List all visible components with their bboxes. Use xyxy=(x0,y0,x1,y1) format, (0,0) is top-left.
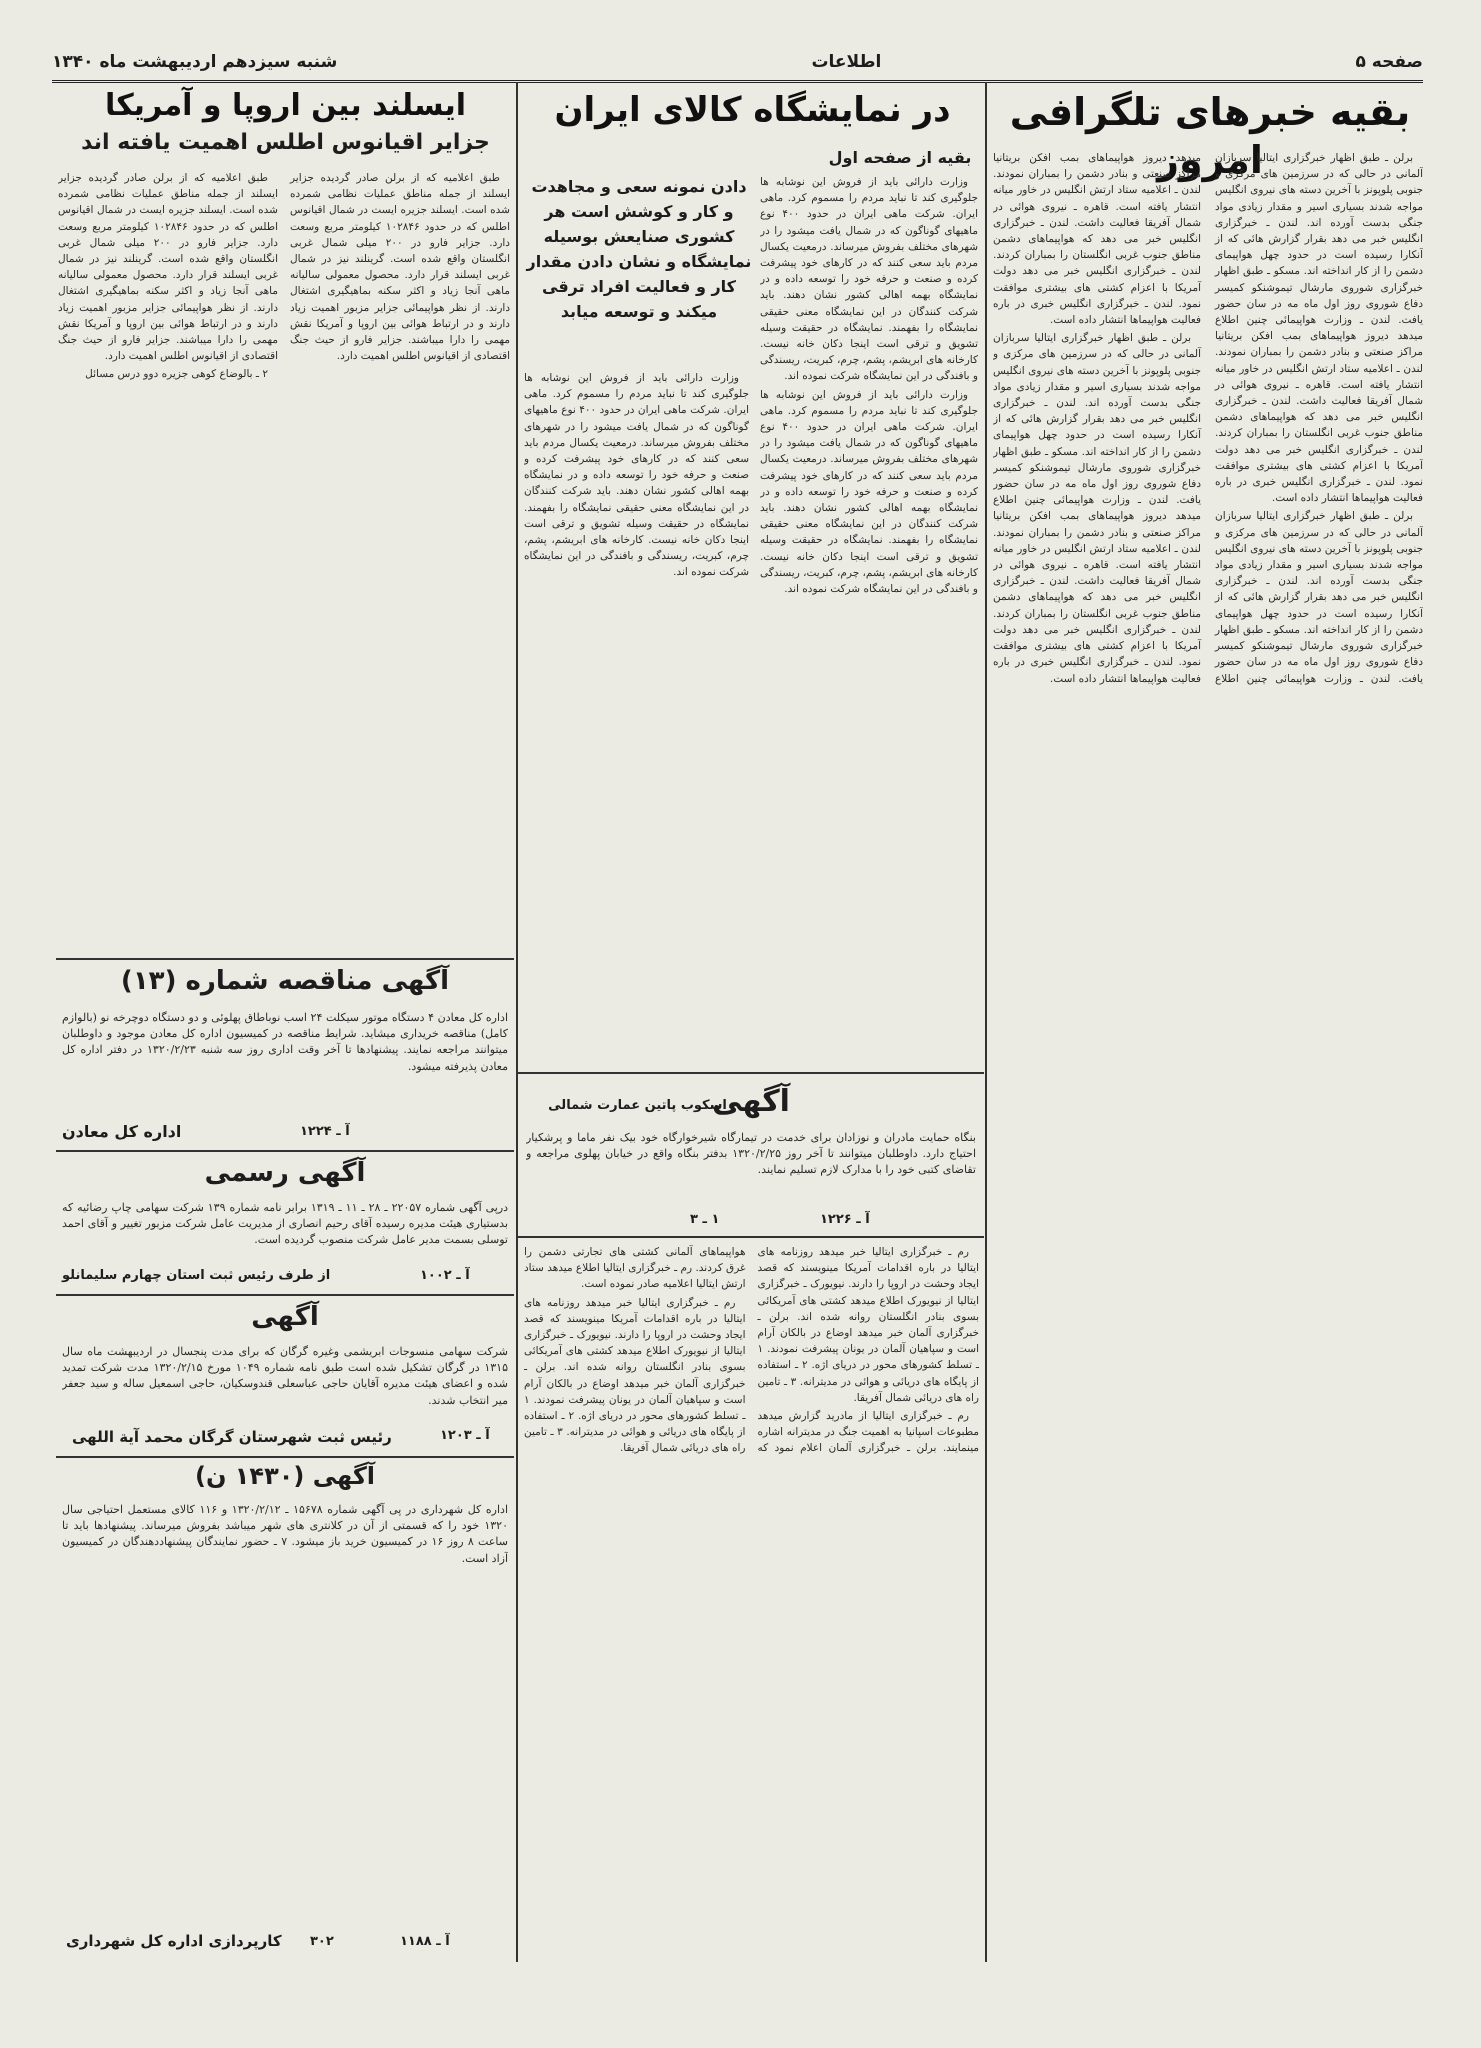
official-ad-signature: از طرف رئیس ثبت استان چهارم سلیمانلو xyxy=(62,1268,331,1283)
middle-headline: در نمایشگاه کالای ایران xyxy=(554,90,951,130)
gorgan-ad-signature: رئیس ثبت شهرستان گرگان محمد آیة اللهی xyxy=(72,1428,392,1446)
page-number: صفحه ۵ xyxy=(1355,52,1423,72)
middle-signature: اسکوب پاتین عمارت شمالی xyxy=(548,1098,727,1113)
right-column-body xyxy=(993,150,1423,2030)
municipal-ad-title: آگهی (۱۴۳۰ ن) xyxy=(194,1462,376,1490)
center-ad-ref: آ ـ ۱۲۲۶ xyxy=(820,1212,870,1227)
middle-lower-text: رم ـ خبرگزاری ایتالیا خبر میدهد روزنامه های ایتالیا در باره اقدامات آمریکا مینویسند که قصد ایجاد وحشت در اروپا را دارند. نیویورک ـ خبرگزاری ایتالیا از نیویورک اطلاع میدهد کشتی های آمریکائی بسوی بنادر انگلستان روانه شده اند. برلن ـ خبرگزاری آلمان خبر میدهد اوضاع در بالکان آرام است و سپاهیان آلمان در یونان پیشرفت نمودند. ۱ ـ تسلط کشورهای محور در دریای اژه. ۲ ـ استفاده از پایگاه های دریائی و هوائی در مدیترانه. ۳ ـ تامین راه های دریائی شمال آفریقا. xyxy=(757,1246,979,1404)
center-ad-ref2: ۱ ـ ۳ xyxy=(690,1212,720,1227)
gorgan-ad-body: شرکت سهامی منسوجات ابریشمی وغیره گرگان که برای مدت پنجسال در اردیبهشت ماه سال ۱۳۱۵ در گرگان تشکیل شده است طبق نامه شماره ۱۰۴۹ مورخ ۱۳۲۰/۲/۱۵ مدت شرکت تمدید شده و اعضای هیئت مدیره آقایان حاجی عباسعلی قندوسکیان، حاجی اسمعیل ساله و سید جعفر میر انتخاب شدند. xyxy=(62,1345,508,1407)
gorgan-ad-ref: آ ـ ۱۲۰۳ xyxy=(440,1428,490,1443)
official-ad-title: آگهی رسمی xyxy=(204,1158,366,1188)
middle-body-text: وزارت دارائی باید از فروش این نوشابه ها جلوگیری کند تا نباید مردم را مسموم کرد. ماهی ایران. شرکت ماهی ایران در حدود ۴۰۰ نوع ماهیهای گوناگون که در شمال یافت میشود را در شهرهای مختلف بفروش میرساند. درمعیت یکسال مردم باید سعی کنند که در کارهای خود پیشرفت کرده و صنعت و حرفه خود را توسعه داده و در نمایشگاه بهمه اهالی کشور نشان دهند. باید شرکت کنندگان در این نمایشگاه معنی حقیقی نمایشگاه را بفهمند. نمایشگاه در حقیقت وسیله تشویق و ترقی است اینجا دکان خانه نیست. کارخانه های ابریشم، پشم، چرم، کبریت، ریسندگی و بافندگی در این نمایشگاه شرکت نموده اند. xyxy=(760,176,978,383)
ad-divider xyxy=(56,1150,514,1152)
municipal-ad-body: اداره کل شهرداری در پی آگهی شماره ۱۵۶۷۸ ـ ۱۳۲۰/۲/۱۲ و ۱۱۶ کالای مستعمل احتیاجی سال ۱۳۲۰ خود را که قسمتی از آن در کلانتری های شهر میباشد بفروش میرساند. پیشنهادها باید تا ساعت ۸ روز ۱۶ در کمیسیون خرید باز میشود. ۷ ـ حضور نمایندگان پیشنهاددهندگان در کمیسیون آزاد است. xyxy=(62,1503,508,1565)
left-subhead: جزایر اقیانوس اطلس اهمیت یافته اند xyxy=(81,130,490,155)
page-header xyxy=(52,44,1423,83)
middle-lower-text-2: رم ـ خبرگزاری ایتالیا از مادرید گزارش میدهد مطبوعات اسپانیا به اهمیت جنگ در مدیترانه اشاره مینمایند. برلن ـ خبرگزاری آلمان اعلام نمود که هواپیماهای آلمانی کشتی های تجارتی دشمن را غرق کردند. رم ـ خبرگزاری ایتالیا اطلاع میدهد ستاد ارتش ایتالیا اعلامیه صادر نموده است. xyxy=(524,1246,979,1455)
tender-ad-body: اداره کل معادن ۴ دستگاه موتور سیکلت ۲۴ اسب نوباطاق پهلوئی و دو دستگاه دوچرخه نو (بالوازم کامل) مناقصه خریداری میشاید. شرایط مناقصه در کمیسیون اداره کل معادن موجود و داوطلبان میتوانند مراجعه نمایند. پیشنهادها تا آخر وقت اداری روز سه شنبه ۱۳۲۰/۲/۲۳ در دفتر اداره کل معادن پذیرفته میشود. xyxy=(62,1011,508,1073)
tender-ad-title: آگهی مناقصه شماره (۱۳) xyxy=(120,966,450,996)
middle-body-text-cont: وزارت دارائی باید از فروش این نوشابه ها جلوگیری کند تا نباید مردم را مسموم کرد. ماهی ایران. شرکت ماهی ایران در حدود ۴۰۰ نوع ماهیهای گوناگون که در شمال یافت میشود را در شهرهای مختلف بفروش میرساند. درمعیت یکسال مردم باید سعی کنند که در کارهای خود پیشرفت کرده و صنعت و حرفه خود را توسعه داده و در نمایشگاه بهمه اهالی کشور نشان دهند. باید شرکت کنندگان در این نمایشگاه معنی حقیقی نمایشگاه را بفهمند. نمایشگاه در حقیقت وسیله تشویق و ترقی است اینجا دکان خانه نیست. کارخانه های ابریشم، پشم، چرم، کبریت، ریسندگی و بافندگی در این نمایشگاه شرکت نموده اند. xyxy=(760,388,978,596)
left-body-tail: ۲ ـ بالوضاع کوهی جزیره دوو درس مسائل xyxy=(85,368,268,381)
ad-divider xyxy=(518,1236,984,1238)
middle-lower-body xyxy=(524,1244,979,2004)
newspaper-name: اطلاعات xyxy=(811,52,882,72)
column-divider xyxy=(516,82,518,1962)
municipal-ad-ref2: ۳۰۲ xyxy=(310,1934,334,1949)
left-headline: ایسلند بین اروپا و آمریکا xyxy=(104,88,467,123)
middle-body-right xyxy=(760,174,978,1174)
ad-divider xyxy=(56,1294,514,1296)
left-body-text-cont: طبق اعلامیه که از برلن صادر گردیده جزایر ایسلند از جمله مناطق عملیات نظامی شمرده شده است. ایسلند جزیره ایست در شمال اقیانوس اطلس که در حدود ۱۰۲۸۴۶ کیلومتر مربع وسعت دارد. جزایر فارو در ۲۰۰ میلی شمال غربی انگلستان واقع شده است. گرینلند نیز در شمال غربی ایسلند قرار دارد. محصول معمولی سالیانه ماهی آنجا زیاد و اکثر سکنه بماهیگیری اشتغال دارند. از نظر هواپیمائی جزایر مزبور اهمیت زیاد دارند و در ارتباط هوائی بین اروپا و آمریکا نقش مهمی را دارا میباشند. جزایر فارو از حیث جنگ اقتصادی از اقیانوس اطلس اهمیت دارد. xyxy=(58,172,278,363)
gorgan-ad-title: آگهی xyxy=(251,1302,319,1332)
official-ad-ref: آ ـ ۱۰۰۲ xyxy=(420,1268,470,1283)
middle-body-text-left: وزارت دارائی باید از فروش این نوشابه ها جلوگیری کند تا نباید مردم را مسموم کرد. ماهی ایران. شرکت ماهی ایران در حدود ۴۰۰ نوع ماهیهای گوناگون که در شمال یافت میشود را در شهرهای مختلف بفروش میرساند. درمعیت یکسال مردم باید سعی کنند که در کارهای خود پیشرفت کرده و صنعت و حرفه خود را توسعه داده و در نمایشگاه بهمه اهالی کشور نشان دهند. باید شرکت کنندگان در این نمایشگاه معنی حقیقی نمایشگاه را بفهمند. نمایشگاه در حقیقت وسیله تشویق و ترقی است اینجا دکان خانه نیست. کارخانه های ابریشم، پشم، چرم، کبریت، ریسندگی و بافندگی در این نمایشگاه شرکت نموده اند. xyxy=(524,372,749,579)
center-ad-body: بنگاه حمایت مادران و نوزادان برای خدمت در تیمارگاه شیرخوارگاه خود بیک نفر ماما و پرشکیار احتیاج دارد. داوطلبان میتوانند تا آخر روز ۱۳۲۰/۲/۲۵ بدفتر بنگاه واقع در خیابان پهلوی مراجعه و تقاضای کتبی خود را با مدارک لازم تسلیم نمایند. xyxy=(526,1131,976,1177)
column-divider xyxy=(985,82,987,1962)
tender-ad-ref: آ ـ ۱۲۲۴ xyxy=(300,1124,350,1139)
tender-ad-signature: اداره کل معادن xyxy=(62,1122,182,1141)
left-column-body xyxy=(58,170,510,950)
ad-divider xyxy=(518,1072,984,1074)
municipal-ad-signature: کارپردازی اداره کل شهرداری xyxy=(66,1932,282,1950)
middle-lower-text-3: رم ـ خبرگزاری ایتالیا خبر میدهد روزنامه های ایتالیا در باره اقدامات آمریکا مینویسند که قصد ایجاد وحشت در اروپا را دارند. نیویورک ـ خبرگزاری ایتالیا از نیویورک اطلاع میدهد کشتی های آمریکائی بسوی بنادر انگلستان روانه شده اند. برلن ـ خبرگزاری آلمان خبر میدهد اوضاع در بالکان آرام است و سپاهیان آلمان در یونان پیشرفت نمودند. ۱ ـ تسلط کشورهای محور در دریای اژه. ۲ ـ استفاده از پایگاه های دریائی و هوائی در مدیترانه. ۳ ـ تامین راه های دریائی شمال آفریقا. xyxy=(524,1296,746,1455)
ad-divider xyxy=(56,958,514,960)
left-body-text: طبق اعلامیه که از برلن صادر گردیده جزایر ایسلند از جمله مناطق عملیات نظامی شمرده شده است. ایسلند جزیره ایست در شمال اقیانوس اطلس که در حدود ۱۰۲۸۴۶ کیلومتر مربع وسعت دارد. جزایر فارو در ۲۰۰ میلی شمال غربی انگلستان واقع شده است. گرینلند نیز در شمال غربی ایسلند قرار دارد. محصول معمولی سالیانه ماهی آنجا زیاد و اکثر سکنه بماهیگیری اشتغال دارند. از نظر هواپیمائی جزایر مزبور اهمیت زیاد دارند و در ارتباط هوائی بین اروپا و آمریکا نقش مهمی را دارا میباشند. جزایر فارو از حیث جنگ اقتصادی از اقیانوس اطلس اهمیت دارد. xyxy=(290,172,510,363)
right-body-text: برلن ـ طبق اظهار خبرگزاری ایتالیا سربازان آلمانی در حالی که در سرزمین های مرکزی و جنوبی پلوپونز با آخرین دسته های نیروی انگلیس مواجه شدند بسیاری اسیر و مقدار زیادی مواد جنگی بدست آورده اند. لندن ـ خبرگزاری انگلیس خبر می دهد بقرار گزارش هائی که از آنکارا رسیده است در حدود چهل هواپیمای دشمن را از کار انداخته اند. مسکو ـ طبق اظهار خبرگزاری شوروی مارشال تیموشنکو کمیسر دفاع شوروی روز اول ماه مه در سان حضور یافت. لندن ـ وزارت هواپیمائی چنین اطلاع میدهد دیروز هواپیماهای بمب افکن بریتانیا مراکز صنعتی و بنادر دشمن را بمباران نمودند. لندن ـ اعلامیه ستاد ارتش انگلیس در خاور میانه انتشار یافته است. قاهره ـ نیروی هوائی در شمال آفریقا فعالیت داشت. لندن ـ خبرگزاری انگلیس خبر می دهد که هواپیماهای دشمن مناطق جنوب غربی انگلستان را بمباران کردند. لندن ـ خبرگزاری انگلیس خبر می دهد دولت آمریکا با اعزام کشتی های بیشتری موافقت نمود. لندن ـ خبرگزاری انگلیس خبری در باره فعالیت هواپیماها انتشار داده است. xyxy=(1215,152,1423,505)
center-ad-title: آگهی xyxy=(712,1084,790,1119)
municipal-ad-ref: آ ـ ۱۱۸۸ xyxy=(400,1934,450,1949)
right-body-text-cont: برلن ـ طبق اظهار خبرگزاری ایتالیا سربازان آلمانی در حالی که در سرزمین های مرکزی و جنوبی پلوپونز با آخرین دسته های نیروی انگلیس مواجه شدند بسیاری اسیر و مقدار زیادی مواد جنگی بدست آورده اند. لندن ـ خبرگزاری انگلیس خبر می دهد بقرار گزارش هائی که از آنکارا رسیده است در حدود چهل هواپیمای دشمن را از کار انداخته اند. مسکو ـ طبق اظهار خبرگزاری شوروی مارشال تیموشنکو کمیسر دفاع شوروی روز اول ماه مه در سان حضور یافت. لندن ـ وزارت هواپیمائی چنین اطلاع میدهد دیروز هواپیماهای بمب افکن بریتانیا مراکز صنعتی و بنادر دشمن را بمباران نمودند. لندن ـ اعلامیه ستاد ارتش انگلیس در خاور میانه انتشار یافته است. قاهره ـ نیروی هوائی در شمال آفریقا فعالیت داشت. لندن ـ خبرگزاری انگلیس خبر می دهد که هواپیماهای دشمن مناطق جنوب غربی انگلستان را بمباران کردند. لندن ـ خبرگزاری انگلیس خبر می دهد دولت آمریکا با اعزام کشتی های بیشتری موافقت نمود. لندن ـ خبرگزاری انگلیس خبری در باره فعالیت هواپیماها انتشار داده است. xyxy=(993,152,1423,685)
ad-divider xyxy=(56,1456,514,1458)
right-headline: بقیه خبرهای تلگرافی امروز xyxy=(1009,90,1411,182)
issue-date: شنبه سیزدهم اردیبهشت ماه ۱۳۴۰ xyxy=(52,52,338,72)
middle-subhead: بقیه از صفحه اول xyxy=(828,148,972,167)
middle-body-left xyxy=(524,370,749,1170)
middle-lead: دادن نمونه سعی و مجاهدت و کار و کوشش است هر کشوری صنایعش بوسیله نمایشگاه و نشان دادن مقدار کار و فعالیت افراد ترقی میکند و توسعه میابد xyxy=(526,177,752,321)
right-body-text-cont2: برلن ـ طبق اظهار خبرگزاری ایتالیا سربازان آلمانی در حالی که در سرزمین های مرکزی و جنوبی پلوپونز با آخرین دسته های نیروی انگلیس مواجه شدند بسیاری اسیر و مقدار زیادی مواد جنگی بدست آورده اند. لندن ـ خبرگزاری انگلیس خبر می دهد بقرار گزارش هائی که از آنکارا رسیده است در حدود چهل هواپیمای دشمن را از کار انداخته اند. مسکو ـ طبق اظهار خبرگزاری شوروی مارشال تیموشنکو کمیسر دفاع شوروی روز اول ماه مه در سان حضور یافت. لندن ـ وزارت هواپیمائی چنین اطلاع میدهد دیروز هواپیماهای بمب افکن بریتانیا مراکز صنعتی و بنادر دشمن را بمباران نمودند. لندن ـ اعلامیه ستاد ارتش انگلیس در خاور میانه انتشار یافته است. قاهره ـ نیروی هوائی در شمال آفریقا فعالیت داشت. لندن ـ خبرگزاری انگلیس خبر می دهد که هواپیماهای دشمن مناطق جنوب غربی انگلستان را بمباران کردند. لندن ـ خبرگزاری انگلیس خبر می دهد دولت آمریکا با اعزام کشتی های بیشتری موافقت نمود. لندن ـ خبرگزاری انگلیس خبری در باره فعالیت هواپیماها انتشار داده است. xyxy=(993,332,1201,685)
official-ad-body: درپی آگهی شماره ۲۲۰۵۷ ـ ۲۸ ـ ۱۱ ـ ۱۳۱۹ برابر نامه شماره ۱۳۹ شرکت سهامی چاپ رضائیه که بدستیاری هیئت مدیره رسیده آقای رحیم انصاری از مدیریت عامل شرکت مزبور تغییر و آقای احمد توسلی بسمت مدیر عامل شرکت منصوب گردیده است. xyxy=(62,1201,508,1247)
